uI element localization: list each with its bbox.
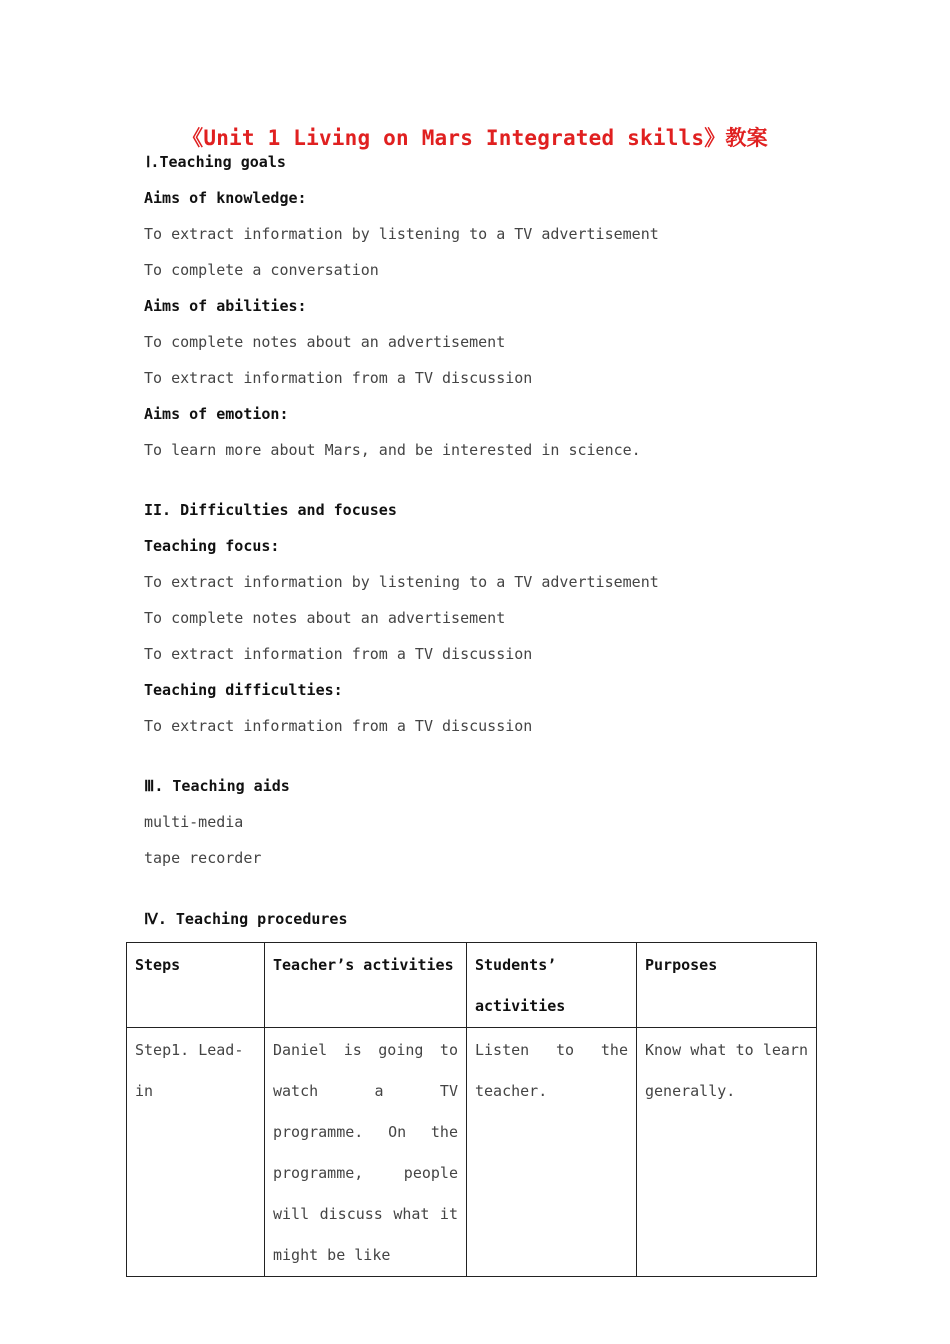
focus-item: To extract information from a TV discussion	[144, 645, 533, 663]
header-steps: Steps	[127, 943, 265, 1028]
abilities-item: To complete notes about an advertisement	[144, 333, 506, 351]
subheading-difficulties: Teaching difficulties:	[144, 681, 343, 699]
section-heading-goals: Ⅰ.Teaching goals	[146, 153, 286, 171]
procedures-table	[126, 942, 817, 1277]
knowledge-item: To complete a conversation	[144, 261, 379, 279]
section-heading-difficulties: II. Difficulties and focuses	[144, 501, 397, 519]
header-purposes: Purposes	[637, 943, 817, 1028]
subheading-abilities: Aims of abilities:	[144, 297, 307, 315]
focus-item: To complete notes about an advertisement	[144, 609, 506, 627]
header-teacher-activities: Teacher’s activities	[265, 943, 467, 1028]
table-row	[127, 1028, 817, 1277]
subheading-focus: Teaching focus:	[144, 537, 280, 555]
cell-purpose: Know what to learn generally.	[637, 1028, 817, 1277]
focus-item: To extract information by listening to a TV advertisement	[144, 573, 659, 591]
subheading-knowledge: Aims of knowledge:	[144, 189, 307, 207]
table-header-row	[127, 943, 817, 1028]
abilities-item: To extract information from a TV discussion	[144, 369, 533, 387]
section-heading-aids: Ⅲ. Teaching aids	[144, 777, 290, 795]
aids-item: tape recorder	[144, 849, 262, 867]
document-title: 《Unit 1 Living on Mars Integrated skills》教案	[182, 126, 768, 150]
cell-student-activity: Listen to the teacher.	[467, 1028, 637, 1277]
header-students-activities: Students’ activities	[467, 943, 637, 1028]
emotion-item: To learn more about Mars, and be interested in science.	[144, 441, 641, 459]
subheading-emotion: Aims of emotion:	[144, 405, 289, 423]
difficulty-item: To extract information from a TV discussion	[144, 717, 533, 735]
knowledge-item: To extract information by listening to a TV advertisement	[144, 225, 659, 243]
cell-teacher-activity: Daniel is going to watch a TV programme. On the programme, people will discuss what it might be like	[265, 1028, 467, 1277]
cell-step: Step1. Lead-in	[127, 1028, 265, 1277]
aids-item: multi-media	[144, 813, 244, 831]
section-heading-procedures: Ⅳ. Teaching procedures	[144, 910, 348, 928]
